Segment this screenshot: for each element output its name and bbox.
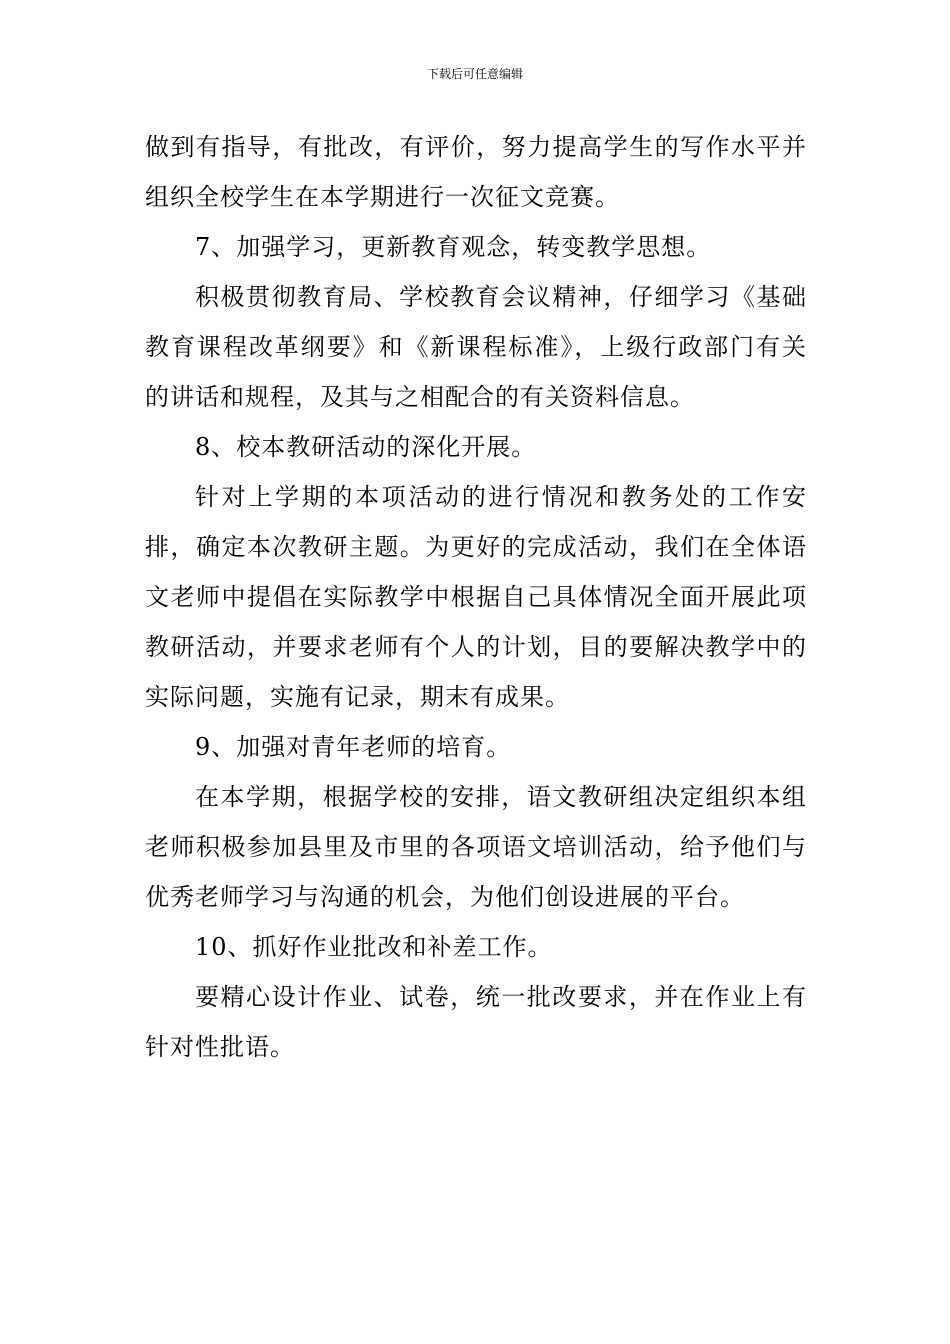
paragraph: 要精心设计作业、试卷，统一批改要求，并在作业上有针对性批语。 (145, 983, 807, 1061)
section-heading: 7、加强学习，更新教育观念，转变教学思想。 (195, 233, 712, 261)
paragraph: 在本学期，根据学校的安排，语文教研组决定组织本组老师积极参加县里及市里的各项语文培训活动，给予他们与优秀老师学习与沟通的机会，为他们创设进展的平台。 (145, 783, 807, 911)
paragraph: 积极贯彻教育局、学校教育会议精神，仔细学习《基础教育课程改革纲要》和《新课程标准》，上级行政部门有关的讲话和规程，及其与之相配合的有关资料信息。 (145, 283, 807, 411)
paragraph: 做到有指导，有批改，有评价，努力提高学生的写作水平并组织全校学生在本学期进行一次征文竞赛。 (145, 133, 807, 211)
paragraph: 针对上学期的本项活动的进行情况和教务处的工作安排，确定本次教研主题。为更好的完成活动，我们在全体语文老师中提倡在实际教学中根据自己具体情况全面开展此项教研活动，并要求老师有个人的计划，目的要解决教学中的实际问题，实施有记录，期末有成果。 (145, 483, 807, 711)
section-heading: 8、校本教研活动的深化开展。 (195, 433, 537, 461)
document-body (145, 122, 807, 1072)
section-heading: 9、加强对青年老师的培育。 (195, 733, 512, 761)
section-heading: 10、抓好作业批改和补差工作。 (195, 933, 553, 961)
page-header: 下载后可任意编辑 (426, 67, 523, 81)
